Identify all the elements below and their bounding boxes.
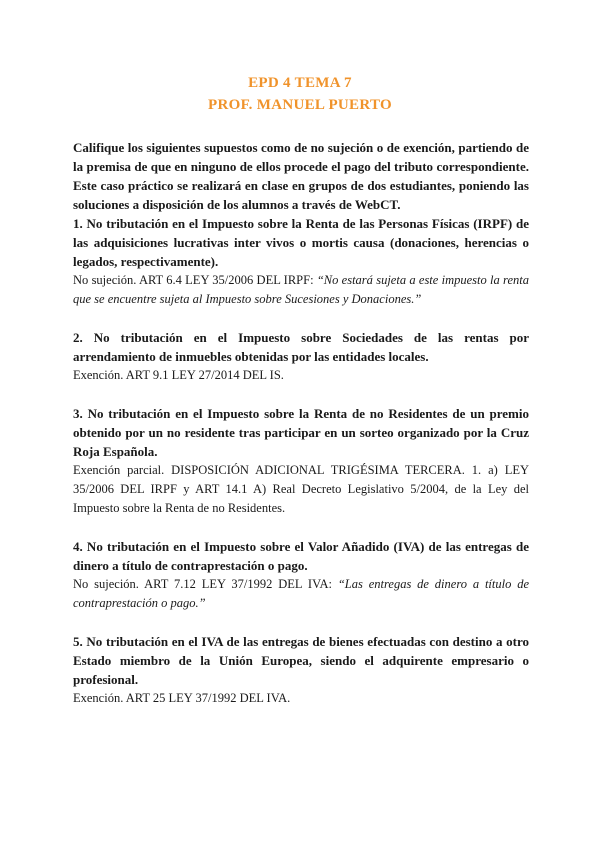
exercise-answer [73,461,529,518]
document-author: PROF. MANUEL PUERTO [208,97,392,113]
exercise-answer [73,366,529,385]
intro-paragraph: Califique los siguientes supuestos como de no sujeción o de exención, partiendo de la premisa de que en ninguno de ellos procede el pago del tributo correspondiente. Este caso práctico se realizará en clase en grupos de dos estudiantes, poniendo las soluciones a disposición de los alumnos a través de WebCT. [73,140,529,212]
exercise-item-2 [73,328,529,385]
exercise-answer [73,689,529,708]
answer-text: No sujeción. ART 7.12 LEY 37/1992 DEL IVA: [73,577,338,591]
answer-quote: “No estará sujeta a este impuesto la renta que se encuentre sujeta al Impuesto sobre Sucesiones y Donaciones.” [73,273,529,306]
answer-text: Exención parcial. DISPOSICIÓN ADICIONAL TRIGÉSIMA TERCERA. 1. a) LEY 35/2006 DEL IRPF y ART 14.1 A) Real Decreto Legislativo 5/2004, de la Ley del Impuesto sobre la Renta de no Residentes. [73,463,529,515]
exercise-question: 2. No tributación en el Impuesto sobre Sociedades de las rentas por arrendamiento de inmuebles obtenidas por las entidades locales. [73,330,529,364]
exercise-item-1 [73,214,529,309]
answer-text: Exención. ART 9.1 LEY 27/2014 DEL IS. [73,368,284,382]
exercise-question: 3. No tributación en el Impuesto sobre la Renta de no Residentes de un premio obtenido por un no residente tras participar en un sorteo organizado por la Cruz Roja Española. [73,406,529,459]
exercise-item-5 [73,632,529,708]
document-title: EPD 4 TEMA 7 [248,75,352,91]
exercise-answer [73,575,529,613]
document-body [73,138,529,708]
exercise-item-3 [73,404,529,518]
answer-text: Exención. ART 25 LEY 37/1992 DEL IVA. [73,691,291,705]
answer-text: No sujeción. ART 6.4 LEY 35/2006 DEL IRPF: [73,273,317,287]
exercise-question: 1. No tributación en el Impuesto sobre la Renta de las Personas Físicas (IRPF) de las adquisiciones lucrativas inter vivos o mortis causa (donaciones, herencias o legados, respectivamente). [73,216,529,269]
exercise-item-4 [73,537,529,613]
exercise-answer [73,271,529,309]
exercise-question: 5. No tributación en el IVA de las entregas de bienes efectuadas con destino a otro Estado miembro de la Unión Europea, siendo el adquirente empresario o profesional. [73,634,529,687]
answer-quote: “Las entregas de dinero a título de contraprestación o pago.” [73,577,529,610]
exercise-question: 4. No tributación en el Impuesto sobre el Valor Añadido (IVA) de las entregas de dinero a título de contraprestación o pago. [73,539,529,573]
